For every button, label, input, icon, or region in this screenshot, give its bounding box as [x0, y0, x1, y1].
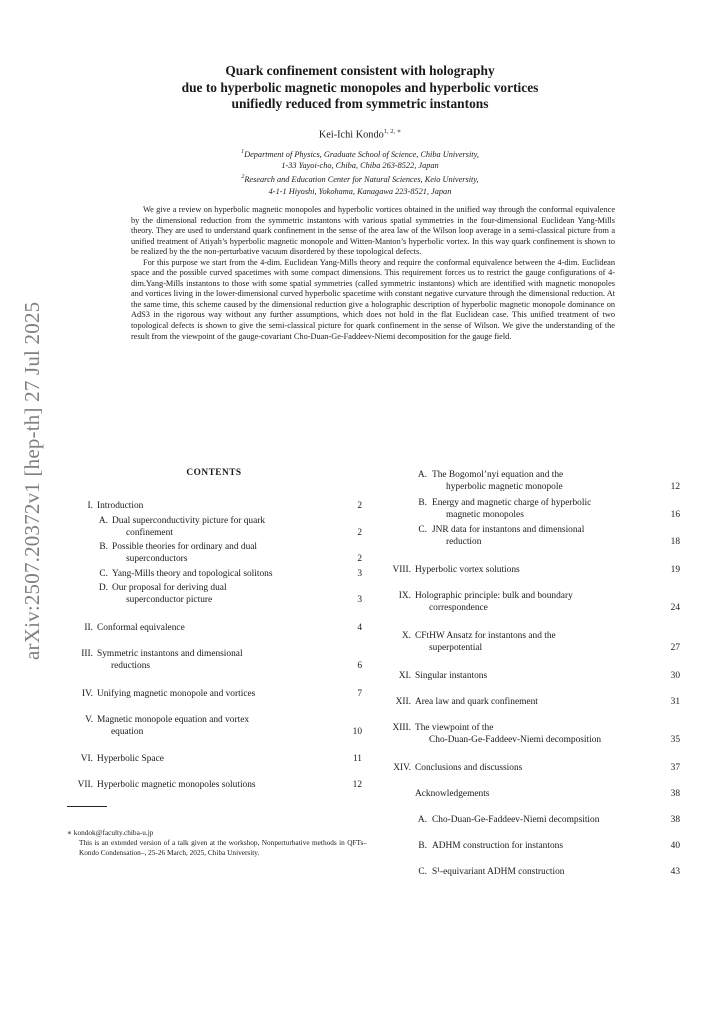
toc-entry-number: A. — [417, 815, 427, 825]
toc-entry-title: Acknowledgements — [415, 789, 490, 799]
footnote — [67, 828, 367, 858]
affiliation-2: $^2$Research and Education Center for Natural Sciences, Keio University, — [241, 174, 479, 184]
toc-entry-number: IV. — [81, 689, 93, 699]
author-line — [0, 127, 720, 140]
toc-entry-page: 4 — [357, 623, 362, 633]
toc-entry-title: Energy and magnetic charge of hyperbolic magnetic monopoles — [432, 498, 592, 521]
abstract-paragraph-2: For this purpose we start from the 4-dim. Euclidean Yang-Mills theory and require the conformal equivalence between the 4-dim. Euclidean space and the possible curved spacetimes with some compact dimensions. This requirement forces us to restrict the gauge configurations of 4-dim.Yang-Mills instantons to those with some spatial symmetries (called symmetric instantons) which are identified with magnetic monopoles and vortices living in the lower-dimensional curved hyperbolic spacetime with constant negative curvature through the dimensional reduction. At the same time, this scheme caused by the dimensional reduction give a holographic description of hyperbolic magnetic monopole dominance on AdS3 in the rigorous way without any further assumptions, which does not hold in the flat Euclidean case. This unified treatment of two topological defects is shown to give the semi-classical picture for quark confinement in the sense of Wilson. We give the understanding of the result from the viewpoint of the gauge-covariant Cho-Duan-Ge-Faddeev-Niemi decomposition for the gauge field. — [131, 257, 615, 341]
toc-entry-title: Conclusions and discussions — [415, 763, 523, 773]
toc-entry-page: 43 — [670, 867, 680, 877]
toc-entry-number: X. — [401, 631, 411, 641]
toc-entry-title: Unifying magnetic monopole and vortices — [97, 689, 256, 699]
toc-entry-number: B. — [418, 498, 427, 508]
toc-entry-page: 24 — [670, 603, 680, 614]
footnote-email[interactable]: kondok@faculty.chiba-u.jp — [73, 828, 154, 837]
arxiv-stamp: arXiv:2507.20372v1 [hep-th] 27 Jul 2025 — [20, 301, 44, 660]
toc-entry-title: Symmetric instantons and dimensional reductions — [97, 649, 243, 672]
affiliations — [0, 147, 720, 197]
abstract-paragraph-1: We give a review on hyperbolic magnetic monopoles and hyperbolic vortices obtained in the unified way through the conformal equivalence by the dimensional reduction from the symmetric instantons with various spatial symmetries in the four-dimensional Euclidean Yang-Mills theory. They are used to understand quark confinement in the sense of the area law of the Wilson loop average in a semi-classical picture from a unified treatment of Atiyah’s hyperbolic magnetic monopole and Witten-Manton’s hyperbolic vortex. In this way quark confinement is shown to be realized by the the non-perturbative vacuum disordered by these topological defects. — [131, 205, 615, 257]
toc-entry-page: 38 — [670, 815, 680, 825]
toc-entry-page: 2 — [357, 554, 362, 565]
toc-entry-title: Holographic principle: bulk and boundary correspondence — [415, 591, 573, 614]
toc-entry-title: Our proposal for deriving dual superconductor picture — [112, 583, 227, 606]
toc-entry-page: 11 — [352, 754, 362, 764]
toc-entry-title: Singular instantons — [415, 671, 488, 681]
toc-entry-title: ADHM construction for instantons — [432, 841, 563, 851]
affiliation-1: $^1$Department of Physics, Graduate School of Science, Chiba University, — [241, 149, 479, 159]
toc-entry-number: A. — [417, 470, 427, 480]
toc-entry-page: 37 — [670, 763, 680, 773]
toc-entry-title: S¹-equivariant ADHM construction — [432, 867, 565, 877]
toc-entry-page: 19 — [670, 565, 680, 575]
title-line: Quark confinement consistent with holography — [225, 63, 495, 78]
toc-entry-title: The viewpoint of the Cho-Duan-Ge-Faddeev-Niemi decomposition — [415, 723, 602, 746]
toc-entry-title: The Bogomol’nyi equation and the hyperbolic magnetic monopole — [432, 470, 564, 493]
toc-entry-number: A. — [98, 516, 108, 526]
toc-entry-page: 6 — [357, 661, 362, 672]
toc-entry-title: Hyperbolic magnetic monopoles solutions — [97, 780, 256, 790]
title-line: due to hyperbolic magnetic monopoles and hyperbolic vortices — [181, 79, 539, 95]
toc-entry-number: VIII. — [392, 565, 411, 575]
toc-entry-page: 35 — [670, 735, 680, 746]
toc-entry-number: VII. — [77, 780, 93, 790]
toc-entry-page: 2 — [357, 501, 362, 511]
toc-entry-page: 40 — [670, 841, 680, 851]
toc-entry-title: Hyperbolic vortex solutions — [415, 565, 520, 575]
toc-entry-title: Introduction — [97, 501, 144, 511]
toc-entry-number: I. — [87, 501, 93, 511]
toc-entry-number: XI. — [398, 671, 411, 681]
toc-entry-page: 12 — [352, 780, 362, 790]
toc-entry-title: Possible theories for ordinary and dual superconductors — [112, 542, 258, 565]
toc-entry-title: Hyperbolic Space — [97, 754, 164, 764]
toc-entry-number: C. — [418, 525, 427, 535]
toc-entry-number: V. — [85, 715, 93, 725]
toc-entry-page: 3 — [357, 595, 362, 606]
toc-entry-number: VI. — [80, 754, 93, 764]
title-line: unifiedly reduced from symmetric instantons — [231, 96, 489, 111]
toc-entry-number: C. — [418, 867, 427, 877]
toc-entry-number: D. — [98, 583, 108, 593]
toc-entry-title: Yang-Mills theory and topological solitons — [112, 569, 273, 579]
toc-entry-page: 12 — [670, 482, 680, 493]
toc-entry-page: 3 — [357, 569, 362, 579]
toc-entry-number: II. — [84, 623, 93, 633]
abstract — [131, 205, 615, 342]
footnote-mark: ∗ — [67, 828, 72, 837]
toc-entry-page: 38 — [670, 789, 680, 799]
toc-entry-number: B. — [418, 841, 427, 851]
footnote-rule — [67, 806, 107, 807]
toc-entry-number: XIII. — [392, 723, 411, 733]
toc-entry-number: IX. — [398, 591, 411, 601]
toc-entry-title: JNR data for instantons and dimensional reduction — [432, 525, 585, 548]
toc-entry-title: Conformal equivalence — [97, 623, 185, 633]
toc-entry-page: 30 — [670, 671, 680, 681]
toc-entry-page: 2 — [357, 528, 362, 539]
toc-entry-page: 7 — [357, 689, 362, 699]
toc-entry-page: 31 — [670, 697, 680, 707]
toc-entry-number: III. — [81, 649, 93, 659]
toc-entry-title: Magnetic monopole equation and vortex equation — [97, 715, 250, 738]
paper-title — [0, 63, 720, 113]
author-name: Kei-Ichi Kondo — [318, 129, 384, 141]
toc-entry-title: Cho-Duan-Ge-Faddeev-Niemi decompsition — [432, 815, 600, 825]
toc-entry-page: 10 — [352, 727, 362, 738]
toc-entry-number: XIV. — [393, 763, 411, 773]
toc-entry-number: XII. — [395, 697, 411, 707]
toc-entry-title: Area law and quark confinement — [415, 697, 538, 707]
toc-entry-title: Dual superconductivity picture for quark confinement — [112, 516, 266, 539]
toc-entry-page: 16 — [670, 510, 680, 521]
toc-entry-number: C. — [99, 569, 108, 579]
affiliation-2-address: 4-1-1 Hiyoshi, Yokohama, Kanagawa 223-8521, Japan — [268, 186, 452, 196]
footnote-text: This is an extended version of a talk given at the workshop, Nonperturbative methods in QFTs–Kondo Condensation–, 25-26 March, 2025, Chiba University. — [79, 837, 367, 857]
affiliation-1-address: 1-33 Yayoi-cho, Chiba, Chiba 263-8522, Japan — [281, 161, 439, 171]
toc-entry-number: B. — [99, 542, 108, 552]
toc-entry-title: CFtHW Ansatz for instantons and the superpotential — [415, 631, 556, 654]
toc-entry-page: 18 — [670, 537, 680, 548]
toc-entry-page: 27 — [670, 643, 680, 654]
author-marks: 1, 2, ∗ — [383, 128, 402, 135]
contents-heading: CONTENTS — [186, 468, 242, 478]
